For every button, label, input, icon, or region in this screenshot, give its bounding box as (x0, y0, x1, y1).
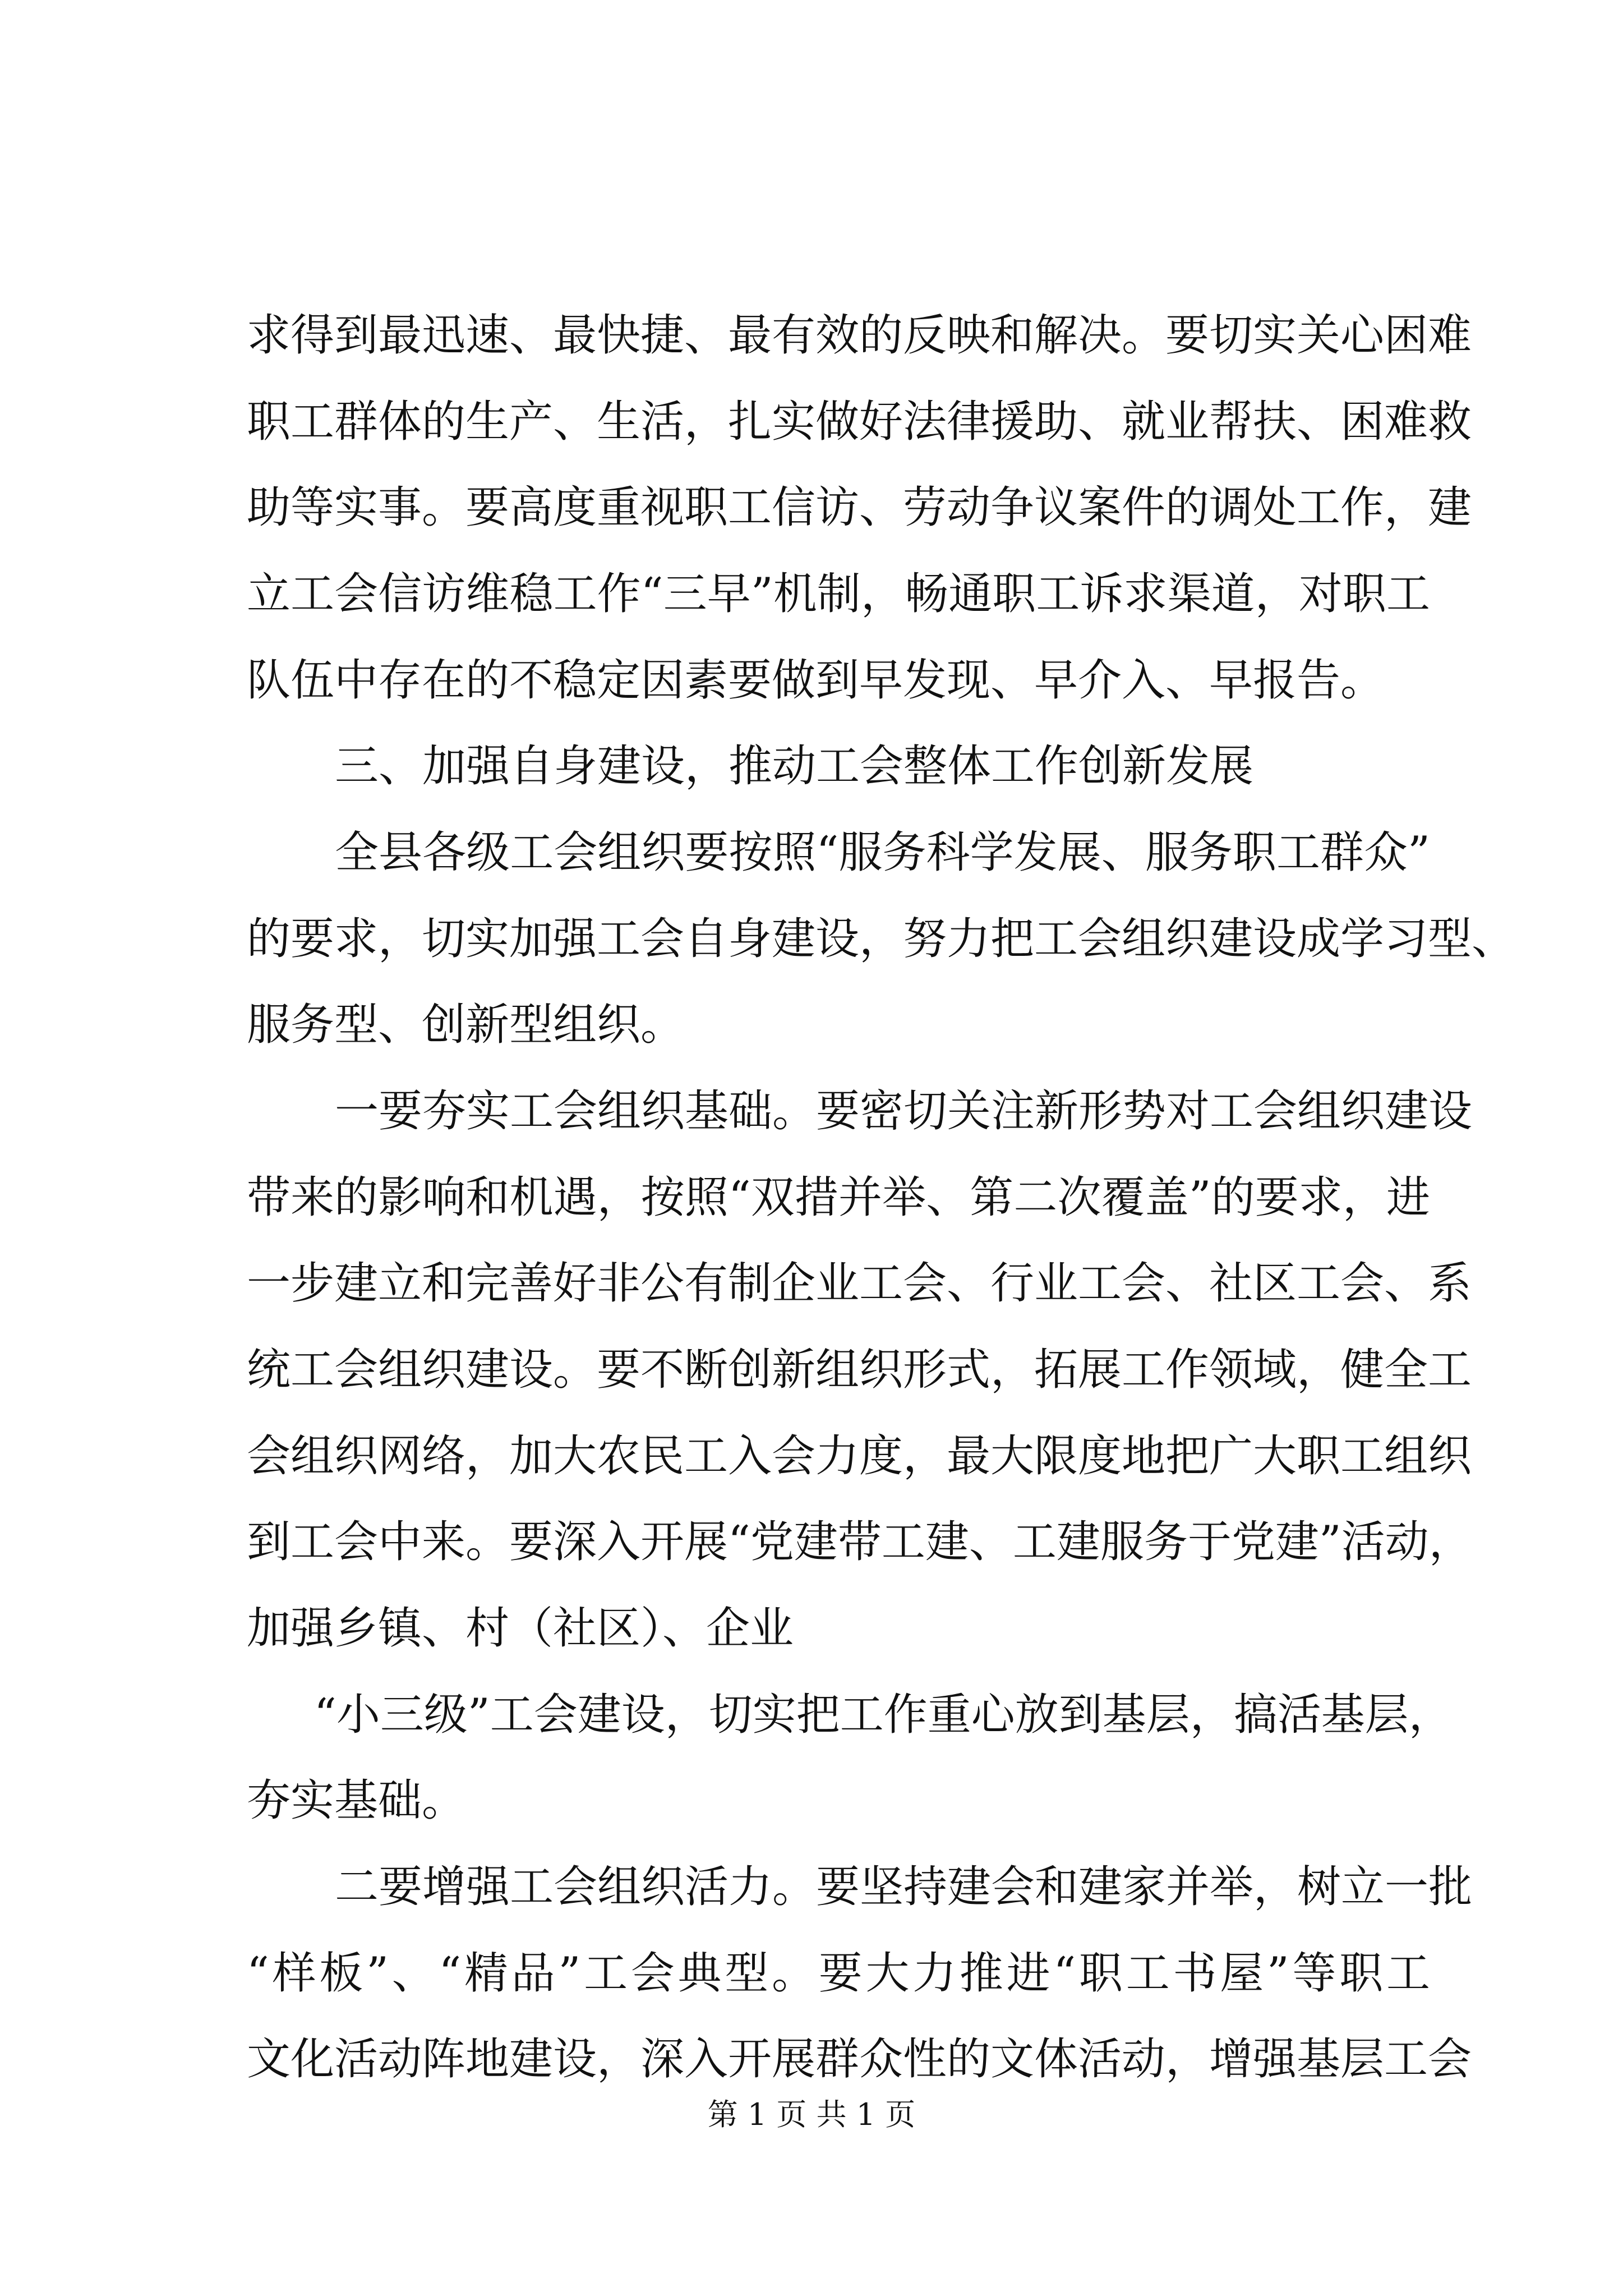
body-line: “小三级”工会建设，切实把工作重心放到基层，搞活基层， (314, 1690, 1453, 1740)
section-heading: 三、加强自身建设，推动工会整体工作创新发展 (335, 741, 1254, 792)
body-line: 带来的影响和机遇，按照“双措并举、第二次覆盖”的要求，进 (247, 1172, 1430, 1223)
body-line: 一步建立和完善好非公有制企业工会、行业工会、社区工会、系 (247, 1258, 1472, 1309)
body-line: 求得到最迅速、最快捷、最有效的反映和解决。要切实关心困难 (247, 310, 1472, 361)
body-line: 会组织网络，加大农民工入会力度，最大限度地把广大职工组织 (247, 1431, 1472, 1481)
body-line: 全县各级工会组织要按照“服务科学发展、服务职工群众” (335, 827, 1430, 878)
body-line: 立工会信访维稳工作“三早”机制，畅通职工诉求渠道，对职工 (247, 569, 1430, 619)
page-footer: 第 1 页 共 1 页 (707, 2097, 916, 2132)
body-line: 一要夯实工会组织基础。要密切关注新形势对工会组织建设 (335, 1086, 1473, 1137)
body-line: “样板”、“精品”工会典型。要大力推进“职工书屋”等职工 (247, 1948, 1430, 1999)
body-line: 服务型、创新型组织。 (247, 1000, 685, 1050)
body-line: 到工会中来。要深入开展“党建带工建、工建服务于党建”活动， (247, 1517, 1473, 1567)
body-line: 统工会组织建设。要不断创新组织形式，拓展工作领域，健全工 (247, 1345, 1472, 1395)
body-line: 文化活动阵地建设，深入开展群众性的文体活动，增强基层工会 (247, 2034, 1472, 2085)
body-line: 队伍中存在的不稳定因素要做到早发现、早介入、早报告。 (247, 655, 1385, 706)
body-line: 助等实事。要高度重视职工信访、劳动争议案件的调处工作，建 (247, 482, 1472, 533)
body-line: 加强乡镇、村（社区）、企业 (247, 1603, 794, 1654)
body-line: 夯实基础。 (247, 1775, 466, 1826)
body-line: 二要增强工会组织活力。要坚持建会和建家并举，树立一批 (335, 1862, 1473, 1912)
body-line: 职工群体的生产、生活，扎实做好法律援助、就业帮扶、困难救 (247, 397, 1472, 447)
body-line: 的要求，切实加强工会自身建设，努力把工会组织建设成学习型、 (247, 914, 1516, 964)
